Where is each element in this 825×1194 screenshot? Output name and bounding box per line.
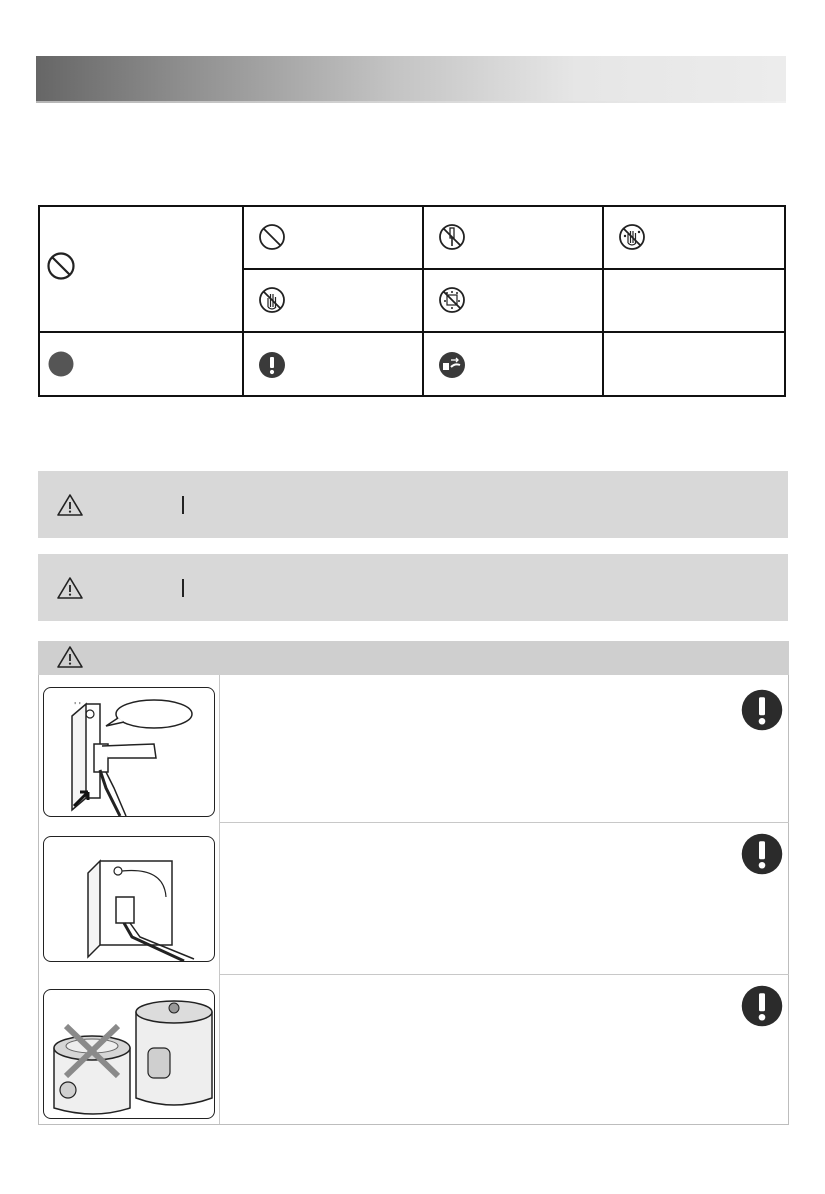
legend-item-no-wet-hands [604, 207, 786, 268]
legend-item-do-not-touch [244, 270, 422, 331]
do-not-touch-icon [258, 286, 286, 314]
caution-section-header [38, 641, 789, 675]
legend-empty-cell [604, 270, 786, 331]
signal-separator [182, 579, 184, 597]
legend-item-unplug [424, 333, 602, 395]
caution-signal-bar [38, 554, 788, 621]
no-wet-hands-icon [618, 223, 646, 251]
symbol-legend-table [38, 205, 786, 397]
instruction-dot-icon [46, 349, 76, 379]
prohibition-icon [46, 251, 76, 281]
legend-prohibition-group [40, 207, 242, 331]
unplug-icon [438, 351, 466, 379]
section-header-underline [36, 101, 786, 103]
prohibited-icon [258, 223, 286, 251]
legend-item-no-water-splash [424, 270, 602, 331]
legend-instruction-group [40, 333, 242, 395]
legend-item-prohibited [244, 207, 422, 268]
no-water-splash-icon [438, 286, 466, 314]
legend-item-no-disassembly [424, 207, 602, 268]
signal-separator [182, 496, 184, 514]
svg-text:' ': ' ' [74, 701, 81, 710]
caution-items-table [38, 675, 789, 1125]
mandatory-exclamation-icon [741, 833, 783, 875]
plug-insert-illustration [43, 687, 215, 817]
section-header-bar [36, 56, 786, 101]
legend-item-mandatory [244, 333, 422, 395]
warning-triangle-icon [56, 576, 84, 600]
no-disassembly-icon [438, 223, 466, 251]
warning-triangle-icon [56, 493, 84, 517]
mandatory-exclamation-icon [741, 689, 783, 731]
mandatory-exclamation-icon [258, 351, 286, 379]
cooker-lid-illustration [43, 989, 215, 1119]
warning-triangle-icon [56, 645, 84, 669]
mandatory-exclamation-icon [741, 985, 783, 1027]
legend-empty-cell [604, 333, 786, 395]
plug-in-outlet-illustration [43, 836, 215, 962]
warning-signal-bar [38, 471, 788, 538]
